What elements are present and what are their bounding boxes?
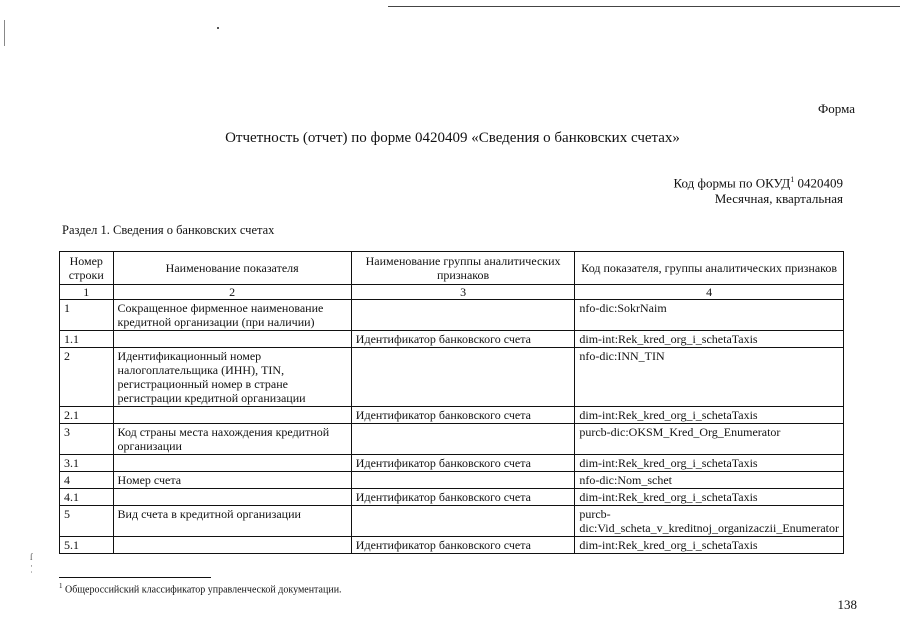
column-number: 3 (351, 285, 575, 300)
group-name-cell (351, 424, 575, 455)
indicator-name-cell: Идентификационный номер налогоплательщика (ИНН), TIN, регистрационный номер в стране регистрации кредитной организации (113, 348, 351, 407)
indicators-table (59, 251, 844, 554)
okud-label: Код формы по ОКУД (673, 175, 791, 191)
scan-margin-marks: ſ · ˙ (30, 552, 33, 580)
table-body (60, 285, 844, 554)
row-number-cell: 5 (60, 506, 114, 537)
scan-edge-mark (4, 20, 5, 46)
group-name-cell: Идентификатор банковского счета (351, 489, 575, 506)
footnote (59, 582, 342, 595)
okud-footnote-mark: 1 (790, 175, 795, 184)
header-row-number: Номер строки (60, 252, 114, 285)
indicator-name-cell (113, 489, 351, 506)
code-cell: dim-int:Rek_kred_org_i_schetaTaxis (575, 331, 844, 348)
footnote-rule (59, 577, 211, 578)
group-name-cell (351, 300, 575, 331)
page-number: 138 (837, 597, 857, 612)
row-number-cell: 4.1 (60, 489, 114, 506)
okud-block (674, 172, 843, 207)
row-number-cell: 5.1 (60, 537, 114, 554)
okud-code: 0420409 (797, 175, 843, 191)
indicator-name-cell: Номер счета (113, 472, 351, 489)
table-row (60, 489, 844, 506)
group-name-cell (351, 348, 575, 407)
code-cell: purcb-dic:Vid_scheta_v_kreditnoj_organizaczii_Enumerator (575, 506, 844, 537)
table-row (60, 424, 844, 455)
indicator-name-cell (113, 407, 351, 424)
scan-border-line (388, 6, 900, 7)
column-number: 2 (113, 285, 351, 300)
group-name-cell: Идентификатор банковского счета (351, 537, 575, 554)
column-numbers-row (60, 285, 844, 300)
row-number-cell: 1.1 (60, 331, 114, 348)
row-number-cell: 3 (60, 424, 114, 455)
header-indicator-name: Наименование показателя (113, 252, 351, 285)
indicator-name-cell (113, 455, 351, 472)
table-row (60, 455, 844, 472)
okud-periodicity: Месячная, квартальная (714, 191, 843, 207)
code-cell: nfo-dic:Nom_schet (575, 472, 844, 489)
indicator-name-cell: Код страны места нахождения кредитной организации (113, 424, 351, 455)
table-row (60, 348, 844, 407)
code-cell: dim-int:Rek_kred_org_i_schetaTaxis (575, 537, 844, 554)
indicator-name-cell: Сокращенное фирменное наименование кредитной организации (при наличии) (113, 300, 351, 331)
table-header-row (60, 252, 844, 285)
indicator-name-cell: Вид счета в кредитной организации (113, 506, 351, 537)
section-title: Раздел 1. Сведения о банковских счетах (62, 223, 275, 237)
footnote-text: Общероссийский классификатор управленческой документации. (65, 584, 342, 596)
header-group-name: Наименование группы аналитических признаков (351, 252, 575, 285)
column-number: 4 (575, 285, 844, 300)
code-cell: nfo-dic:SokrNaim (575, 300, 844, 331)
code-cell: purcb-dic:OKSM_Kred_Org_Enumerator (575, 424, 844, 455)
footnote-mark: 1 (59, 582, 63, 590)
okud-line (674, 172, 843, 191)
header-code: Код показателя, группы аналитических признаков (575, 252, 844, 285)
row-number-cell: 2 (60, 348, 114, 407)
row-number-cell: 3.1 (60, 455, 114, 472)
indicator-name-cell (113, 331, 351, 348)
scan-speck (217, 27, 219, 29)
table-row (60, 407, 844, 424)
group-name-cell (351, 472, 575, 489)
code-cell: dim-int:Rek_kred_org_i_schetaTaxis (575, 407, 844, 424)
table-row (60, 300, 844, 331)
code-cell: dim-int:Rek_kred_org_i_schetaTaxis (575, 489, 844, 506)
group-name-cell: Идентификатор банковского счета (351, 455, 575, 472)
table-row (60, 472, 844, 489)
document-title: Отчетность (отчет) по форме 0420409 «Сведения о банковских счетах» (225, 130, 680, 146)
column-number: 1 (60, 285, 114, 300)
row-number-cell: 1 (60, 300, 114, 331)
table-row (60, 331, 844, 348)
table-row (60, 506, 844, 537)
indicator-name-cell (113, 537, 351, 554)
form-label: Форма (818, 101, 855, 116)
code-cell: dim-int:Rek_kred_org_i_schetaTaxis (575, 455, 844, 472)
table-row (60, 537, 844, 554)
group-name-cell (351, 506, 575, 537)
group-name-cell: Идентификатор банковского счета (351, 331, 575, 348)
row-number-cell: 4 (60, 472, 114, 489)
group-name-cell: Идентификатор банковского счета (351, 407, 575, 424)
code-cell: nfo-dic:INN_TIN (575, 348, 844, 407)
row-number-cell: 2.1 (60, 407, 114, 424)
